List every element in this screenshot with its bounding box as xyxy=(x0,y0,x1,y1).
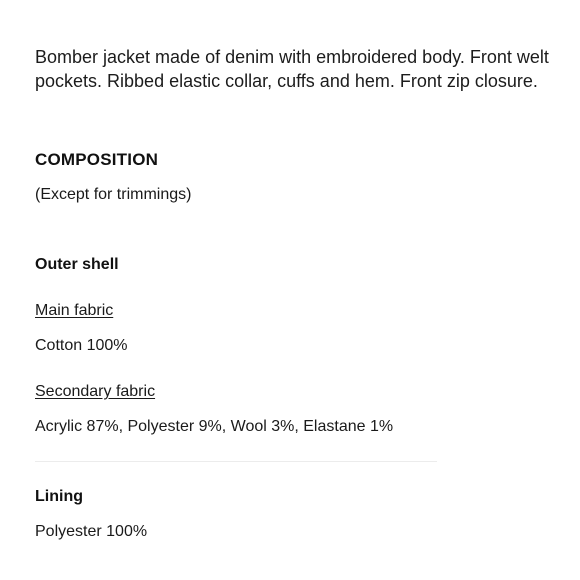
lining-title: Lining xyxy=(35,488,83,505)
secondary-fabric-label: Secondary fabric xyxy=(35,383,156,400)
product-details-panel xyxy=(35,0,565,580)
main-fabric-value: Cotton 100% xyxy=(35,337,128,354)
lining-value: Polyester 100% xyxy=(35,523,148,540)
outer-shell-title: Outer shell xyxy=(35,256,119,273)
product-description: Bomber jacket made of denim with embroidered body. Front welt pockets. Ribbed elastic collar, cuffs and hem. Front zip closure. xyxy=(35,47,549,91)
main-fabric-label: Main fabric xyxy=(35,302,114,319)
composition-note: (Except for trimmings) xyxy=(35,186,192,203)
section-divider xyxy=(35,461,437,462)
composition-heading: COMPOSITION xyxy=(35,150,159,169)
secondary-fabric-value: Acrylic 87%, Polyester 9%, Wool 3%, Elastane 1% xyxy=(35,418,394,435)
